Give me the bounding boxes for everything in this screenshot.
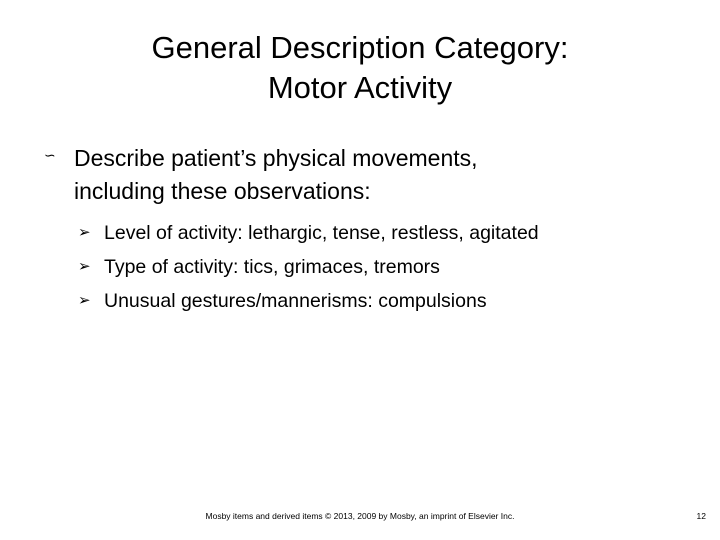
sub-bullet-item (78, 250, 698, 284)
main-bullet-line-1: Describe patient’s physical movements, (74, 145, 478, 171)
sub-bullet-item (78, 284, 698, 318)
page-number: 12 (696, 511, 706, 521)
sub-bullet-list (78, 216, 698, 318)
ornate-bullet-icon: ∽ (44, 147, 56, 163)
arrow-bullet-icon: ➢ (78, 258, 91, 275)
main-bullet-line-2: including these observations: (74, 178, 371, 204)
sub-bullet-item (78, 216, 698, 250)
title-line-2: Motor Activity (267, 70, 453, 105)
arrow-bullet-icon: ➢ (78, 292, 91, 309)
sub-bullet-text: Level of activity: lethargic, tense, restless, agitated (104, 222, 539, 244)
main-bullet-text (74, 142, 674, 208)
slide-title (60, 28, 660, 108)
copyright-footer: Mosby items and derived items © 2013, 2009 by Mosby, an imprint of Elsevier Inc. (205, 511, 515, 521)
sub-bullet-text: Type of activity: tics, grimaces, tremors (104, 256, 440, 278)
arrow-bullet-icon: ➢ (78, 224, 91, 241)
sub-bullet-text: Unusual gestures/mannerisms: compulsions (104, 290, 487, 312)
title-line-1: General Description Category: (151, 30, 569, 65)
